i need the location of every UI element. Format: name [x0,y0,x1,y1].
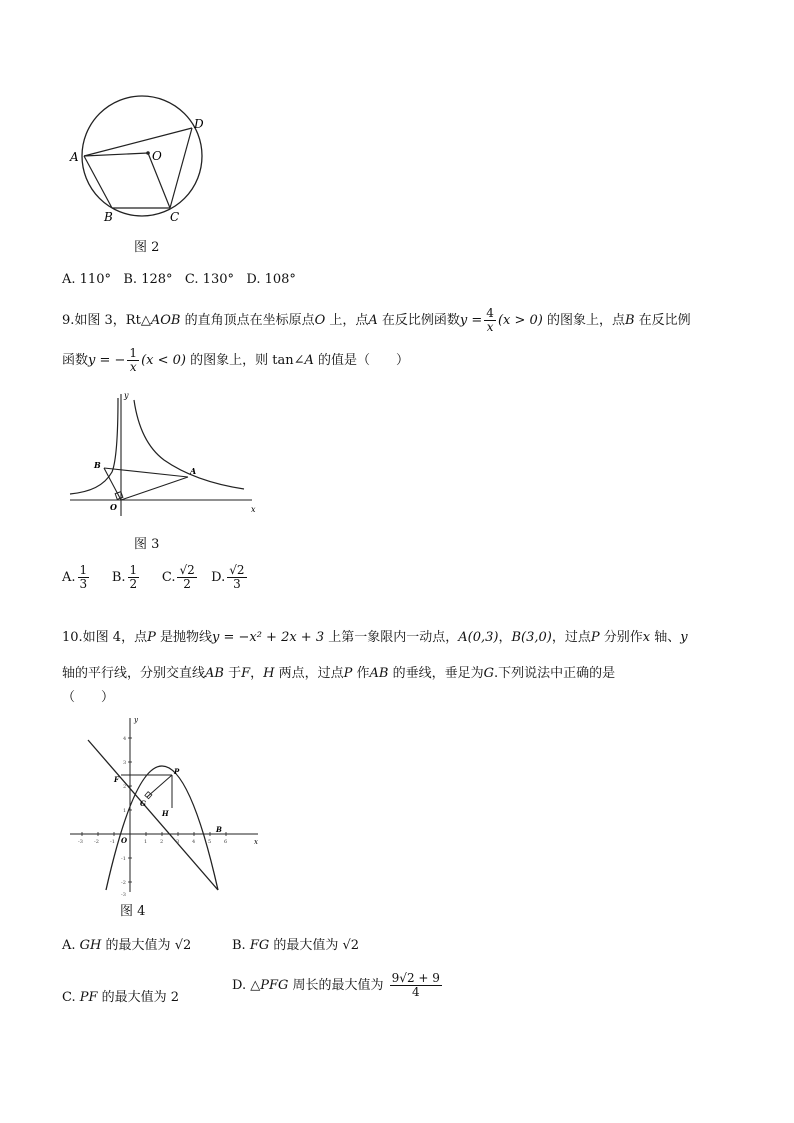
label-b: B [94,460,101,470]
label-a: A [190,466,197,476]
q10-line-2: 轴的平行线，分别交直线AB 于F，H 两点，过点P 作AB 的垂线，垂足为G.下列说法中正确的是 [62,666,616,681]
label-p: P [174,767,180,776]
curve-4-over-x [134,400,244,489]
label-x: x [254,838,258,846]
q8-options [62,272,296,287]
label-o: O [121,836,128,845]
q10-option-d[interactable]: D. △PFG 周长的最大值为 $\frac{9√2 + 9}{4}$ [232,971,440,1000]
q9-fraction-4-over-x: $\frac{4}{x}$ [486,305,494,334]
line-ab [88,740,218,890]
svg-text:2: 2 [123,784,127,790]
q9-option-d[interactable]: D. $\frac{√2}{3}$ [211,563,245,592]
segment-ob [104,468,121,500]
label-y: y [134,716,138,724]
q9-line-2: 函数y = − $\frac{1}{x}$ (x < 0) 的图象上，则 tan∠A 的值是（ ） [62,345,410,374]
label-b: B [216,825,222,834]
svg-text:-1: -1 [121,856,126,862]
q8-option-b[interactable]: B. 128° [123,272,173,287]
segment-ad [84,128,192,156]
q9-options [62,564,249,591]
label-c: C [170,210,180,224]
q10-line-3: （ ） [62,690,115,705]
svg-text:6: 6 [224,839,228,845]
q10-option-c[interactable]: C. PF 的最大值为 2 [62,990,180,1005]
label-x: x [251,505,256,514]
q8-option-c[interactable]: C. 130° [184,272,234,287]
svg-text:1: 1 [123,808,127,814]
label-d: D [194,117,204,131]
q9-fraction-1-over-x: $\frac{1}{x}$ [129,345,138,374]
q8-option-a[interactable]: A. 110° [62,272,111,287]
svg-text:5: 5 [208,839,212,845]
svg-text:4: 4 [123,736,127,742]
q10-option-d-fraction: $\frac{9√2 + 9}{4}$ [391,971,440,1000]
figure-3 [66,388,266,522]
label-g: G [140,799,146,808]
label-h: H [162,809,169,818]
svg-text:-1: -1 [110,839,115,845]
figure-4 [66,712,266,900]
label-b: B [104,210,113,224]
label-f: F [114,775,119,784]
q10-line-1: 10.如图 4，点P 是抛物线y = −x² + 2x + 3 上第一象限内一动点，A(0,3)，B(3,0)，过点P 分别作x 轴、y [62,630,688,645]
q10-option-a[interactable]: A. GH 的最大值为 √2 [62,938,192,953]
label-o: O [110,502,117,512]
segment-oa [121,477,188,500]
q9-option-c[interactable]: C. $\frac{√2}{2}$ [161,563,195,592]
q9-line-1: 9.如图 3，Rt△AOB 的直角顶点在坐标原点O 上，点A 在反比例函数y = $\frac{4}{x}$ (x > 0) 的图象上，点B 在反比例 [62,305,691,334]
svg-text:1: 1 [144,839,148,845]
segment-ab [104,468,188,477]
point-o [146,151,150,155]
segment-cd [170,128,192,208]
figure-3-caption: 图 3 [134,537,160,552]
figure-2-caption: 图 2 [134,240,160,255]
y-tick-labels [121,736,126,898]
svg-text:3: 3 [123,760,127,766]
q8-option-d[interactable]: D. 108° [246,272,296,287]
q9-option-b[interactable]: B. $\frac{1}{2}$ [111,563,138,592]
curve-minus-1-over-x [70,398,118,494]
svg-text:-2: -2 [121,880,126,886]
label-a: A [70,150,79,164]
svg-text:-2: -2 [94,839,99,845]
q10-option-b[interactable]: B. FG 的最大值为 √2 [232,938,360,953]
figure-4-caption: 图 4 [120,904,146,919]
svg-text:3: 3 [176,839,180,845]
svg-text:-3: -3 [78,839,83,845]
label-y: y [124,391,129,400]
svg-text:4: 4 [192,839,196,845]
svg-text:-3: -3 [121,892,126,898]
label-o: O [152,149,162,163]
q9-option-a[interactable]: A. $\frac{1}{3}$ [62,563,88,592]
figure-2 [60,90,220,230]
svg-text:2: 2 [160,839,164,845]
